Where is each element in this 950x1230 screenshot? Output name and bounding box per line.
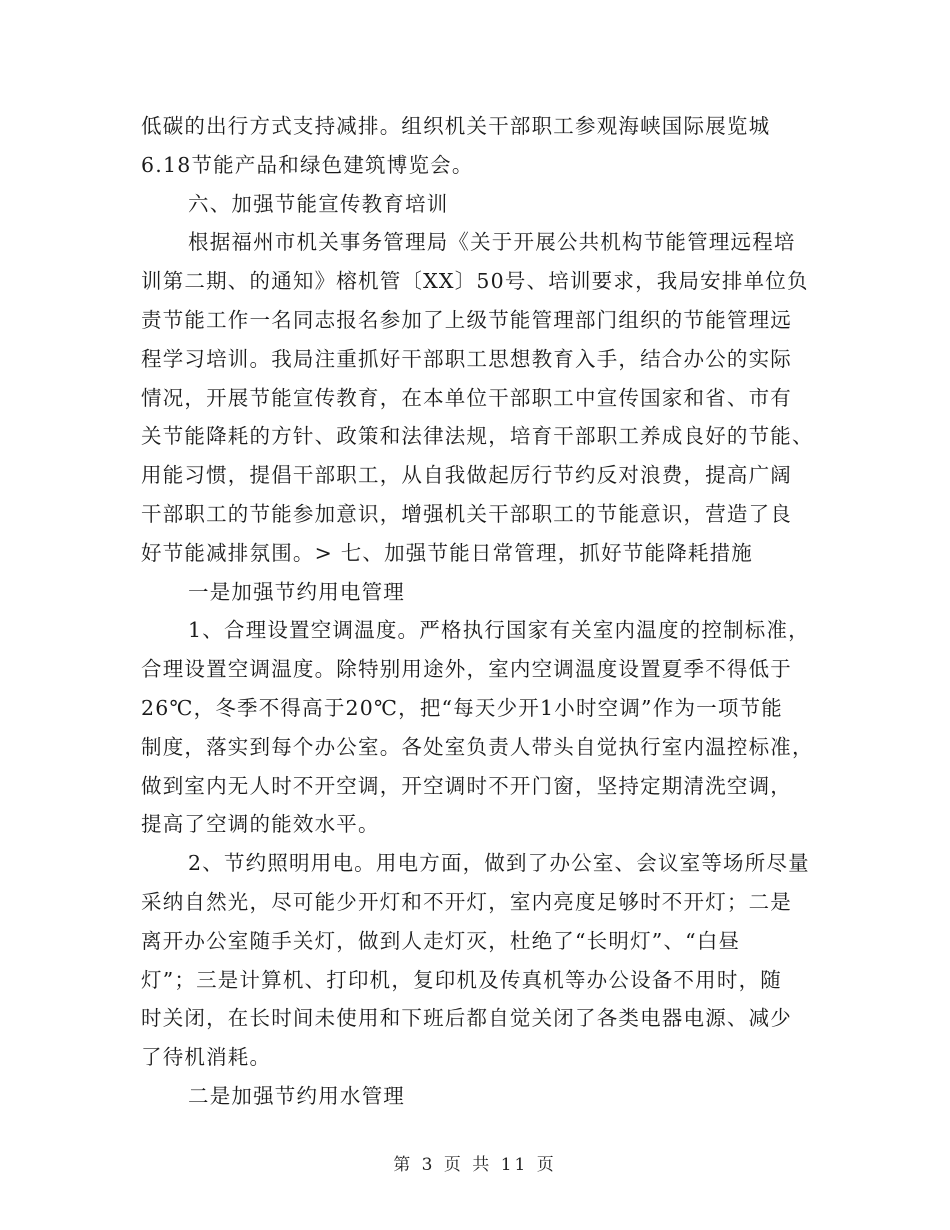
text-line: 情况，开展节能宣传教育，在本单位干部职工中宣传国家和省、市有 (141, 385, 792, 410)
text-line: 合理设置空调温度。除特别用途外，室内空调温度设置夏季不得低于 (141, 657, 792, 682)
page-number-footer: 第 3 页 共 11 页 (393, 1155, 557, 1175)
text-line: 制度，落实到每个办公室。各处室负责人带头自觉执行室内温控标准， (141, 734, 814, 759)
paragraph-start: 根据福州市机关事务管理局《关于开展公共机构节能管理远程培 (188, 230, 796, 255)
text-line: 干部职工的节能参加意识，增强机关干部职工的节能意识，营造了良 (141, 501, 792, 526)
text-line: 了待机消耗。 (141, 1045, 272, 1070)
text-line: 6.18节能产品和绿色建筑博览会。 (141, 152, 474, 177)
text-line: 26℃，冬季不得高于20℃，把“每天少开1小时空调”作为一项节能 (141, 695, 783, 720)
text-line: 提高了空调的能效水平。 (141, 812, 380, 837)
paragraph-start: 2、节约照明用电。用电方面，做到了办公室、会议室等场所尽量 (188, 851, 810, 876)
section-heading: 六、加强节能宣传教育培训 (188, 191, 449, 216)
text-line: 采纳自然光，尽可能少开灯和不开灯，室内亮度足够时不开灯；二是 (141, 889, 792, 914)
document-body (141, 107, 814, 1116)
text-line: 离开办公室随手关灯，做到人走灯灭，杜绝了“长明灯”、“白昼 (141, 928, 741, 953)
text-line: 低碳的出行方式支持减排。组织机关干部职工参观海峡国际展览城 (141, 114, 771, 138)
paragraph-start: 1、合理设置空调温度。严格执行国家有关室内温度的控制标准， (188, 618, 810, 643)
text-line: 时关闭，在长时间未使用和下班后都自觉关闭了各类电器电源、减少 (141, 1006, 792, 1031)
text-line: 责节能工作一名同志报名参加了上级节能管理部门组织的节能管理远 (141, 307, 792, 332)
text-line: 用能习惯，提倡干部职工，从自我做起厉行节约反对浪费，提高广阔 (141, 463, 792, 488)
text-line: 好节能减排氛围。> 七、加强节能日常管理，抓好节能降耗措施 (141, 540, 753, 565)
text-line: 程学习培训。我局注重抓好干部职工思想教育入手，结合办公的实际 (141, 346, 792, 371)
subsection-heading: 一是加强节约用电管理 (188, 579, 405, 604)
subsection-heading: 二是加强节约用水管理 (188, 1083, 405, 1108)
text-line: 灯”；三是计算机、打印机，复印机及传真机等办公设备不用时，随 (141, 967, 782, 992)
text-line: 训第二期、的通知》榕机管〔XX〕50号、培训要求，我局安排单位负 (141, 269, 809, 294)
text-line: 做到室内无人时不开空调，开空调时不开门窗，坚持定期清洗空调， (141, 773, 792, 798)
text-line: 关节能降耗的方针、政策和法律法规，培育干部职工养成良好的节能、 (141, 424, 814, 449)
